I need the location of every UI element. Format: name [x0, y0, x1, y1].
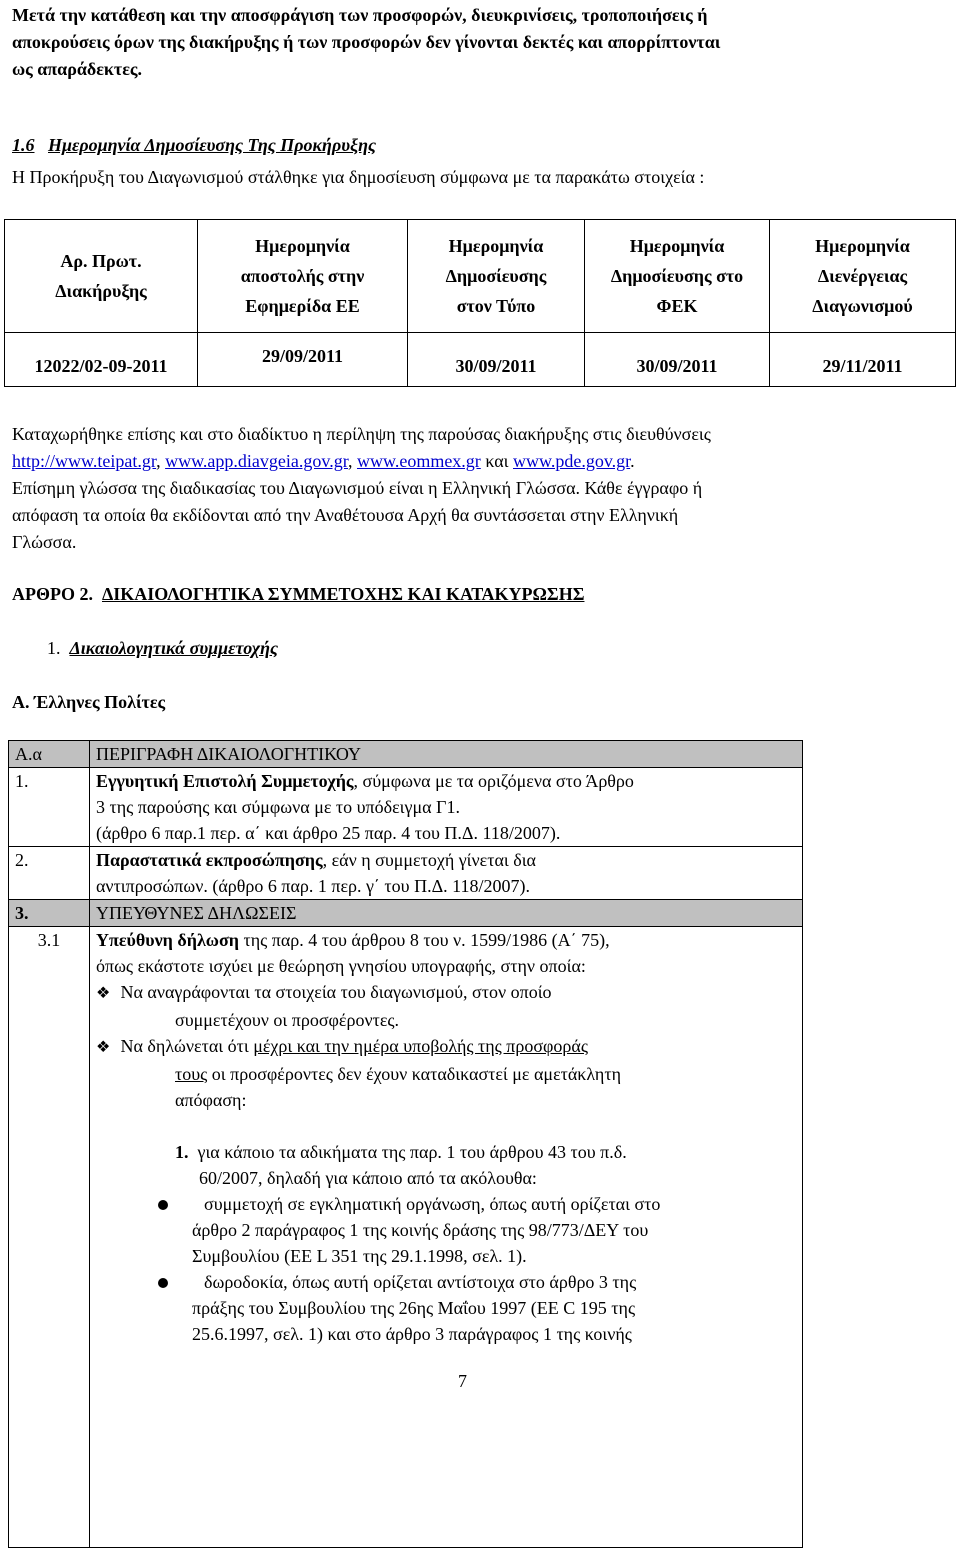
table-row — [9, 768, 803, 847]
article-title: ΔΙΚΑΙΟΛΟΓΗΤΙΚΑ ΣΥΜΜΕΤΟΧΗΣ ΚΑΙ ΚΑΤΑΚΥΡΩΣΗΣ — [102, 584, 585, 604]
row-number: 3.1 — [9, 927, 90, 1548]
language-text: Γλώσσα. — [12, 532, 77, 552]
dates-value-cell: 12022/02-09-2011 — [34, 356, 168, 376]
page-number: 7 — [458, 1371, 467, 1391]
dates-column — [5, 220, 198, 386]
table-row — [9, 927, 803, 1548]
link-eommex[interactable]: www.eommex.gr — [357, 451, 481, 471]
row-description: Παραστατικά εκπροσώπησης, εάν η συμμετοχή γίνεται δια αντιπροσώπων. (άρθρο 6 παρ. 1 περ. γ΄ του Π.Δ. 118/2007). — [90, 847, 803, 900]
bullet-icon — [158, 1278, 168, 1288]
table-row — [9, 900, 803, 927]
diamond-bullet-icon: ❖ — [96, 1039, 111, 1056]
dates-value-cell: 29/11/2011 — [822, 356, 903, 376]
dates-column — [198, 220, 408, 386]
dates-column — [408, 220, 585, 386]
dates-value-cell: 30/09/2011 — [455, 356, 537, 376]
article-heading — [12, 584, 584, 605]
row-number: 2. — [9, 847, 90, 900]
language-text: Επίσημη γλώσσα της διαδικασίας του Διαγωνισμού είναι η Ελληνική Γλώσσα. Κάθε έγγραφο ή — [12, 478, 703, 498]
dates-header-cell: Ημερομηνία αποστολής στην Εφημερίδα ΕΕ — [198, 220, 407, 333]
language-text: απόφαση τα οποία θα εκδίδονται από την Αναθέτουσα Αρχή θα συντάσσεται στην Ελληνική — [12, 505, 679, 525]
link-teipat[interactable]: http://www.teipat.gr — [12, 451, 157, 471]
documents-table — [8, 740, 803, 1548]
and-word: και — [485, 451, 509, 471]
dates-header-cell: Αρ. Πρωτ. Διακήρυξης — [5, 220, 197, 333]
subsection-number: 1. — [47, 638, 61, 658]
internet-paragraph — [12, 421, 947, 556]
intro-paragraph — [12, 2, 947, 83]
header-cell: ΠΕΡΙΓΡΑΦΗ ΔΙΚΑΙΟΛΟΓΗΤΙΚΟΥ — [90, 741, 803, 768]
dates-header-cell: Ημερομηνία Δημοσίευσης στο ΦΕΚ — [585, 220, 769, 333]
dates-header-cell: Ημερομηνία Δημοσίευσης στον Τύπο — [408, 220, 584, 333]
bullet-icon — [158, 1200, 168, 1210]
dates-value-cell: 30/09/2011 — [636, 356, 718, 376]
row-number: 1. — [9, 768, 90, 847]
internet-text: Καταχωρήθηκε επίσης και στο διαδίκτυο η περίληψη της παρούσας διακήρυξης στις διευθύνσεις — [12, 424, 711, 444]
subsection-a-heading: Α. Έλληνες Πολίτες — [12, 692, 166, 712]
subsection-title: Δικαιολογητικά συμμετοχής — [69, 638, 278, 658]
section-number: 1.6 — [12, 135, 35, 155]
article-number: ΑΡΘΡΟ 2. — [12, 584, 93, 604]
table-row — [9, 847, 803, 900]
row-description: Υπεύθυνη δήλωση της παρ. 4 του άρθρου 8 του ν. 1599/1986 (Α΄ 75), όπως εκάστοτε ισχύει με θεώρηση γνησίου υπογραφής, στην οποία: ❖ Να αναγράφονται τα στοιχεία του διαγωνισμού, στον οποίο συμμετέχουν οι προσφέροντες. ❖ Να δηλώνεται ότι μέχρι και την ημέρα υποβολής της προσφοράς τους οι προσφέροντες δεν έχουν καταδικαστεί με αμετάκλητη απόφαση: 1. για κάποιο τα αδικήματα της παρ. 1 του άρθρου 43 του π.δ. 60/2007, δηλαδή για κάποιο από τα ακόλουθα: συμμετοχή σε εγκληματική οργάνωση, όπως αυτή ορίζεται στο άρθρο 2 παράγραφος 1 της κοινής δράσης της 98/773/ΔΕΥ του Συμβουλίου (ΕΕ L 351 της 29.1.1998, σελ. 1). δωροδοκία, όπως αυτή ορίζεται αντίστοιχα στο άρθρο 3 της πράξης του Συμβουλίου της 26ης Μαΐου 1997 (ΕΕ C 195 της 25.6.1997, σελ. 1) και στο άρθρο 3 παράγραφος 1 της κοινής — [90, 927, 803, 1548]
link-diavgeia[interactable]: www.app.diavgeia.gov.gr — [165, 451, 348, 471]
row-description: Εγγυητική Επιστολή Συμμετοχής, σύμφωνα με τα οριζόμενα στο Άρθρο 3 της παρούσης και σύμφωνα με το υπόδειγμα Γ1. (άρθρο 6 παρ.1 περ. α΄ και άρθρο 25 παρ. 4 του Π.Δ. 118/2007). — [90, 768, 803, 847]
row-number: 3. — [9, 900, 90, 927]
link-pde[interactable]: www.pde.gov.gr — [513, 451, 631, 471]
section-text: Η Προκήρυξη του Διαγωνισμού στάλθηκε για δημοσίευση σύμφωνα με τα παρακάτω στοιχεία : — [12, 167, 705, 187]
table-header-row — [9, 741, 803, 768]
links-line: http://www.teipat.gr, www.app.diavgeia.gov.gr, www.eommex.gr και www.pde.gov.gr. — [12, 451, 635, 471]
intro-line: αποκρούσεις όρων της διακήρυξης ή των προσφορών δεν γίνονται δεκτές και απορρίπτονται — [12, 32, 721, 52]
section-heading — [12, 135, 376, 156]
diamond-bullet-icon: ❖ — [96, 985, 111, 1002]
subsection-heading — [47, 638, 278, 659]
section-title: Ημερομηνία Δημοσίευσης Της Προκήρυξης — [48, 135, 377, 155]
dates-value-cell: 29/09/2011 — [261, 346, 343, 366]
dates-header-cell: Ημερομηνία Διενέργειας Διαγωνισμού — [770, 220, 955, 333]
dates-column — [770, 220, 955, 386]
dates-table — [4, 219, 956, 387]
row-description: ΥΠΕΥΘΥΝΕΣ ΔΗΛΩΣΕΙΣ — [90, 900, 803, 927]
header-cell: Α.α — [9, 741, 90, 768]
dates-column — [585, 220, 770, 386]
intro-line: ως απαράδεκτες. — [12, 59, 142, 79]
intro-line: Μετά την κατάθεση και την αποσφράγιση των προσφορών, διευκρινίσεις, τροποποιήσεις ή — [12, 5, 708, 25]
